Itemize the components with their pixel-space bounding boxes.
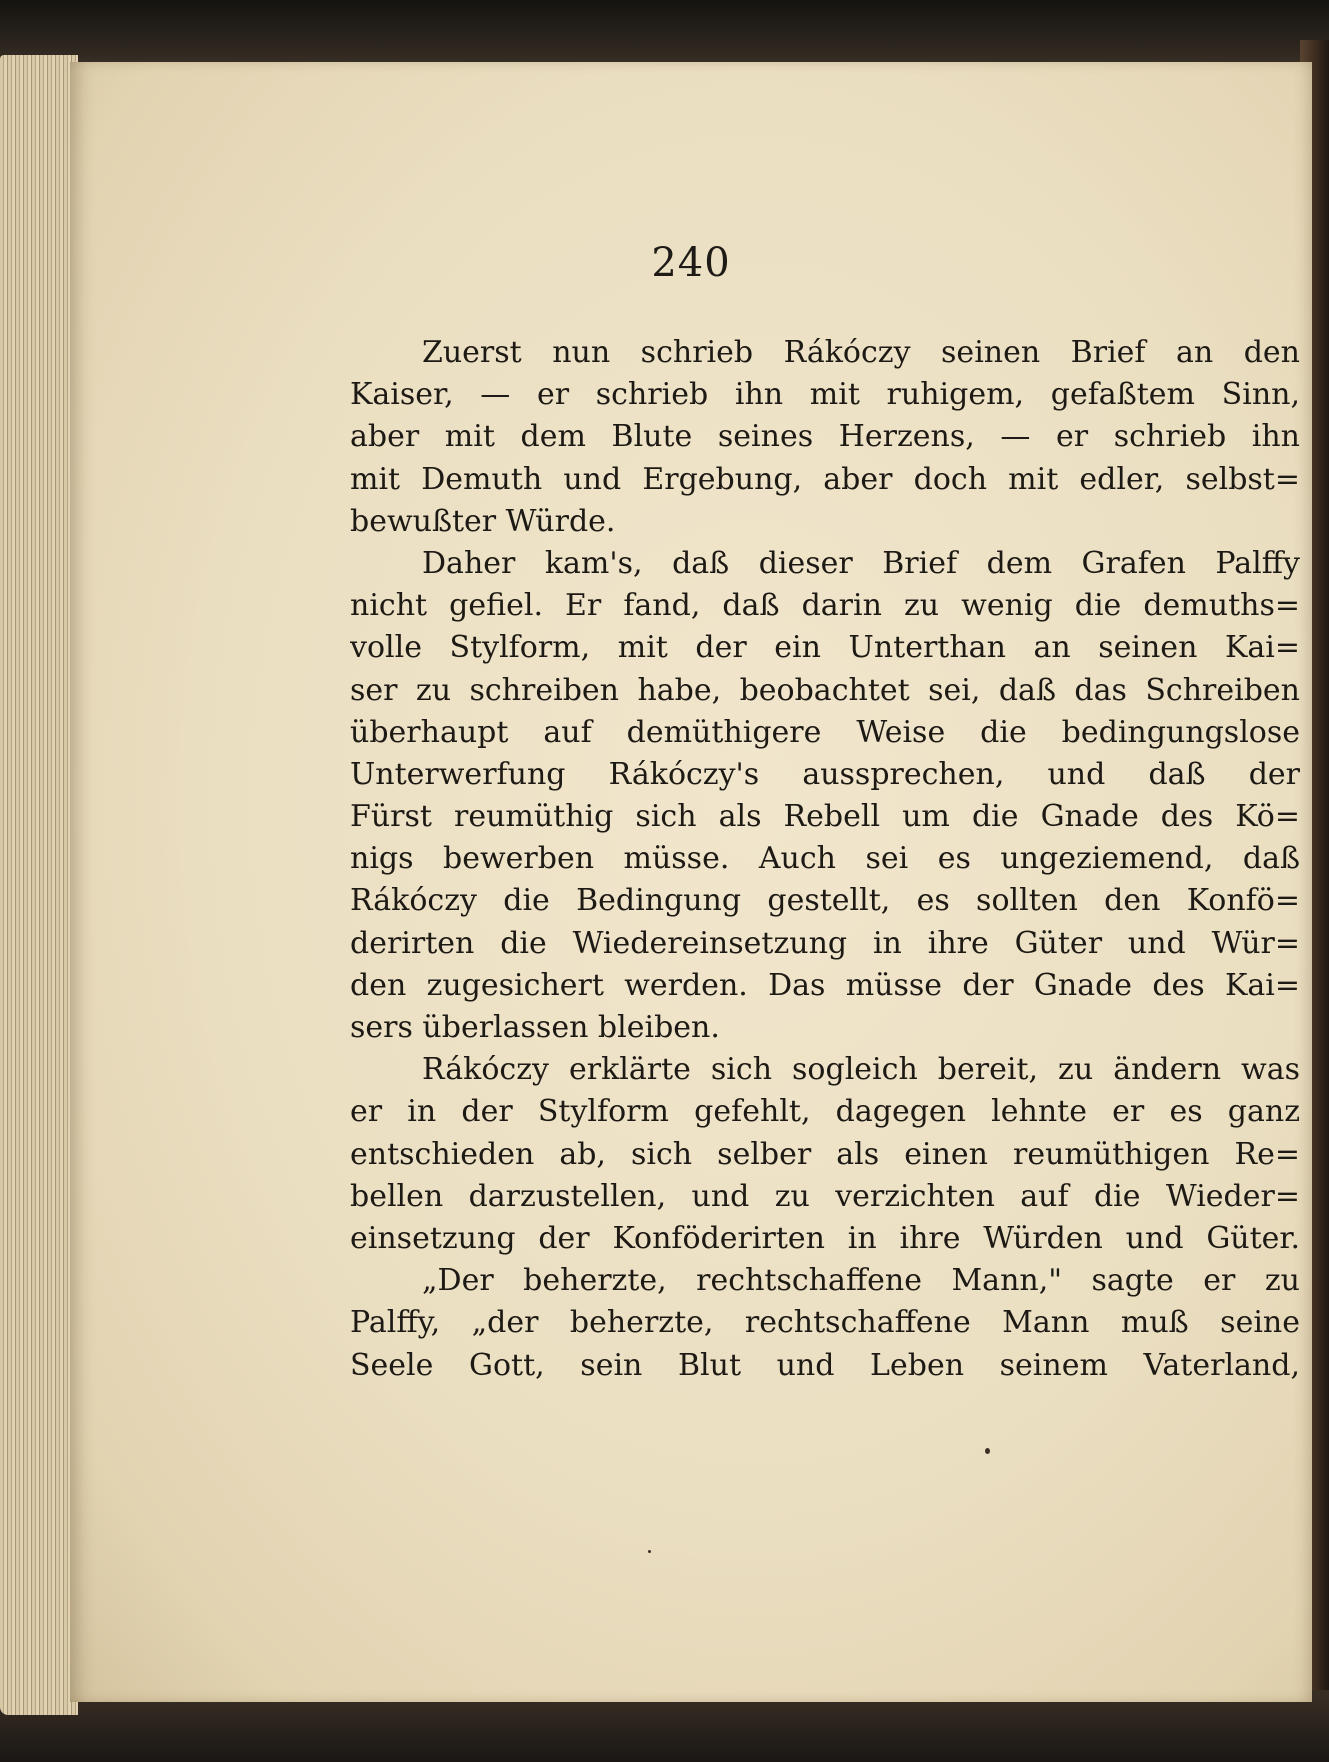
text-line: sers überlassen bleiben. [350, 1010, 720, 1045]
text-line: überhaupt auf demüthigere Weise die bedingungslose [350, 714, 1300, 750]
text-line: nicht gefiel. Er fand, daß darin zu wenig die demuths= [350, 588, 1300, 624]
text-line: derirten die Wiedereinsetzung in ihre Güter und Wür= [350, 925, 1300, 961]
text-line: entschieden ab, sich selber als einen reumüthigen Re= [350, 1136, 1300, 1172]
text-line: bewußter Würde. [350, 503, 616, 539]
text-line: volle Stylform, mit der ein Unterthan an seinen Kai= [350, 630, 1300, 666]
text-line: den zugesichert werden. Das müsse der Gnade des Kai= [350, 967, 1300, 1003]
text-line: „Der beherzte, rechtschaffene Mann," sagte er zu [422, 1263, 1300, 1299]
text-line: nigs bewerben müsse. Auch sei es ungeziemend, daß [350, 841, 1300, 877]
text-line: bellen darzustellen, und zu verzichten auf die Wieder= [350, 1178, 1300, 1214]
text-line: Palffy, „der beherzte, rechtschaffene Mann muß seine [350, 1305, 1300, 1341]
text-line: mit Demuth und Ergebung, aber doch mit edler, selbst= [350, 461, 1300, 497]
paper-speck [648, 1550, 651, 1553]
text-line: er in der Stylform gefehlt, dagegen lehnte er es ganz [350, 1094, 1300, 1130]
text-line: Kaiser, — er schrieb ihn mit ruhigem, gefaßtem Sinn, [350, 377, 1300, 413]
text-line: Seele Gott, sein Blut und Leben seinem Vaterland, [350, 1347, 1300, 1383]
paper-speck [985, 1448, 990, 1454]
text-line: aber mit dem Blute seines Herzens, — er schrieb ihn [350, 419, 1300, 455]
page-edges [0, 55, 78, 1715]
text-line: Unterwerfung Rákóczy's aussprechen, und daß der [350, 756, 1300, 792]
page-number: 240 [651, 240, 731, 286]
text-line: Fürst reumüthig sich als Rebell um die Gnade des Kö= [350, 799, 1300, 835]
text-line: ser zu schreiben habe, beobachtet sei, daß das Schreiben [350, 672, 1300, 708]
text-line: Rákóczy die Bedingung gestellt, es sollten den Konfö= [350, 883, 1300, 919]
text-line: einsetzung der Konföderirten in ihre Würden und Güter. [350, 1220, 1300, 1256]
text-line: Daher kam's, daß dieser Brief dem Grafen Palffy [422, 545, 1300, 581]
book-page [70, 62, 1312, 1702]
book-cover-top [0, 0, 1329, 70]
text-line: Rákóczy erklärte sich sogleich bereit, zu ändern was [422, 1052, 1300, 1088]
text-line: Zuerst nun schrieb Rákóczy seinen Brief an den [422, 335, 1300, 370]
page-body-text [350, 332, 1300, 1387]
